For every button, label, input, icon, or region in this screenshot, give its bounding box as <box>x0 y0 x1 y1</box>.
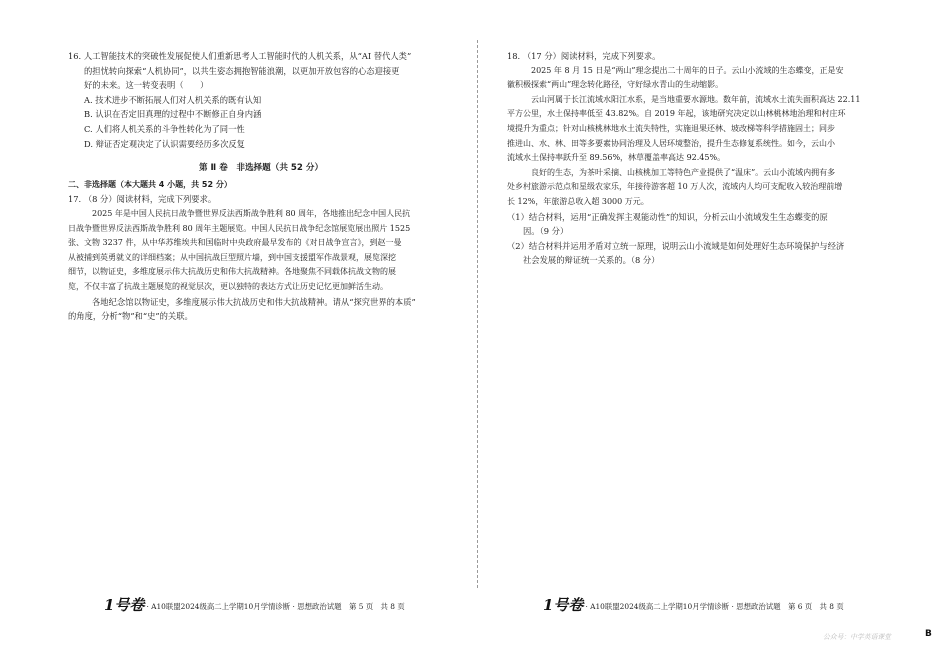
corner-mark: B <box>925 629 932 639</box>
q18-material-line: 徽积极探索“两山”理念转化路径，守好绿水青山的生动缩影。 <box>507 80 724 90</box>
q17-material-line: 日战争暨世界反法西斯战争胜利 80 周年主题展览。中国人民抗日战争纪念馆展览展出照片 1525 <box>68 223 411 233</box>
q16-stem-line: 16. 人工智能技术的突破性发展促使人们重新思考人工智能时代的人机关系，从“AI 替代人类” <box>68 51 412 61</box>
q18-material-line: 处乡村旅游示范点和星级农家乐，年接待游客超 10 万人次，流域内人均可支配收入较治理前增 <box>507 182 843 192</box>
q16-option-b: B. 认识在否定旧真理的过程中不断修正自身内涵 <box>84 109 262 120</box>
footer-text: · A10联盟2024级高二上学期10月学情诊断 · 思想政治试题 第 5 页 共 8 页 <box>146 602 405 611</box>
q17-material-line: 张、文物 3237 件，从中华苏维埃共和国临时中央政府最早发布的《对日战争宣言》，到赵一曼 <box>68 238 402 248</box>
q18-material-line: 平方公里，水土保持率低至 43.82%。自 2019 年起，该地研究决定以山林桃林地治理和村庄环 <box>507 109 846 119</box>
q17-question-line: 的角度，分析“物”和“史”的关联。 <box>68 311 193 322</box>
right-column <box>507 49 893 268</box>
q16-stem-line: 好的未来。这一转变表明（ ） <box>84 80 209 91</box>
q17-question-line: 各地纪念馆以物证史，多维度展示伟大抗战历史和伟大抗战精神。请从“探究世界的本质” <box>92 296 416 307</box>
brand-logo: 1号卷 <box>104 596 145 614</box>
q18-material-line: 流域水土保持率跃升至 89.56%，林草覆盖率高达 92.45%。 <box>507 153 726 163</box>
q17-material-line: 2025 年是中国人民抗日战争暨世界反法西斯战争胜利 80 周年，各地推出纪念中国人民抗 <box>92 208 411 218</box>
question-18 <box>507 49 893 268</box>
question-17 <box>68 192 454 323</box>
right-footer <box>543 598 844 612</box>
q18-material-line: 2025 年 8 月 15 日是“两山”理念提出二十周年的日子。云山小流域的生态蝶变，正是安 <box>531 65 844 75</box>
brand-logo: 1号卷 <box>543 596 584 614</box>
q18-material-line: 长 12%，年旅游总收入超 3000 万元。 <box>507 196 649 206</box>
question-16 <box>68 49 454 151</box>
q17-material-line: 细节，以物证史，多维度展示伟大抗战历史和伟大抗战精神。各地聚焦不同载体抗战文物的展 <box>68 267 396 277</box>
q18-sub1-line: 因。（9 分） <box>523 226 569 237</box>
q18-material-line: 推进山、水、林、田等多要素协同治理及人居环境整治，提升生态修复系统性。如今，云山小 <box>507 138 835 148</box>
right-page <box>475 0 950 654</box>
q18-material-line: 良好的生态，为茶叶采摘、山核桃加工等特色产业提供了“温床”。云山小流域内拥有多 <box>531 167 836 177</box>
footer-text: · A10联盟2024级高二上学期10月学情诊断 · 思想政治试题 第 6 页 共 8 页 <box>585 602 844 611</box>
section-subtitle: 二、非选择题（本大题共 4 小题，共 52 分） <box>68 179 232 189</box>
left-column <box>68 49 454 324</box>
q17-material-line: 览，不仅丰富了抗战主题展览的视觉层次，更以独特的表达方式让历史记忆更加鲜活生动。 <box>68 281 388 291</box>
q17-stem: 17. （8 分）阅读材料，完成下列要求。 <box>68 194 217 205</box>
q16-option-d: D. 辩证否定观决定了认识需要经历多次反复 <box>84 138 245 149</box>
q18-sub1-line: （1）结合材料，运用“正确发挥主观能动性”的知识，分析云山小流域发生生态蝶变的原 <box>507 211 828 222</box>
q16-option-a: A. 技术进步不断拓展人们对人机关系的既有认知 <box>84 94 262 105</box>
q16-stem-line: 的担忧转向探索“人机协同”，以共生姿态拥抱智能浪潮，以更加开放包容的心态迎接更 <box>84 65 400 76</box>
watermark: 公众号：中学英语课堂 <box>823 633 891 641</box>
q17-material-line: 从被捕到英勇就义的详细档案；从中国抗战巨型照片墙，到中国支援盟军作战景观，展览深挖 <box>68 252 396 262</box>
q16-option-c: C. 人们将人机关系的斗争性转化为了同一性 <box>84 123 245 134</box>
q18-material-line: 云山河属于长江流域水阳江水系，是当地重要水源地。数年前，流域水土流失面积高达 22.11 <box>531 94 861 104</box>
section-title: 第 Ⅱ 卷 非选择题（共 52 分） <box>198 163 324 174</box>
q18-stem: 18. （17 分）阅读材料，完成下列要求。 <box>507 51 661 61</box>
q18-sub2-line: 社会发展的辩证统一关系的。（8 分） <box>523 255 660 266</box>
left-footer <box>104 598 405 612</box>
q18-material-line: 境提升为重点；针对山核桃林地水土流失特性，实施退果还林、坡改梯等科学措施固土；同步 <box>507 123 835 133</box>
q18-sub2-line: （2）结合材料并运用矛盾对立统一原理，说明云山小流域是如何处理好生态环境保护与经济 <box>507 240 845 251</box>
